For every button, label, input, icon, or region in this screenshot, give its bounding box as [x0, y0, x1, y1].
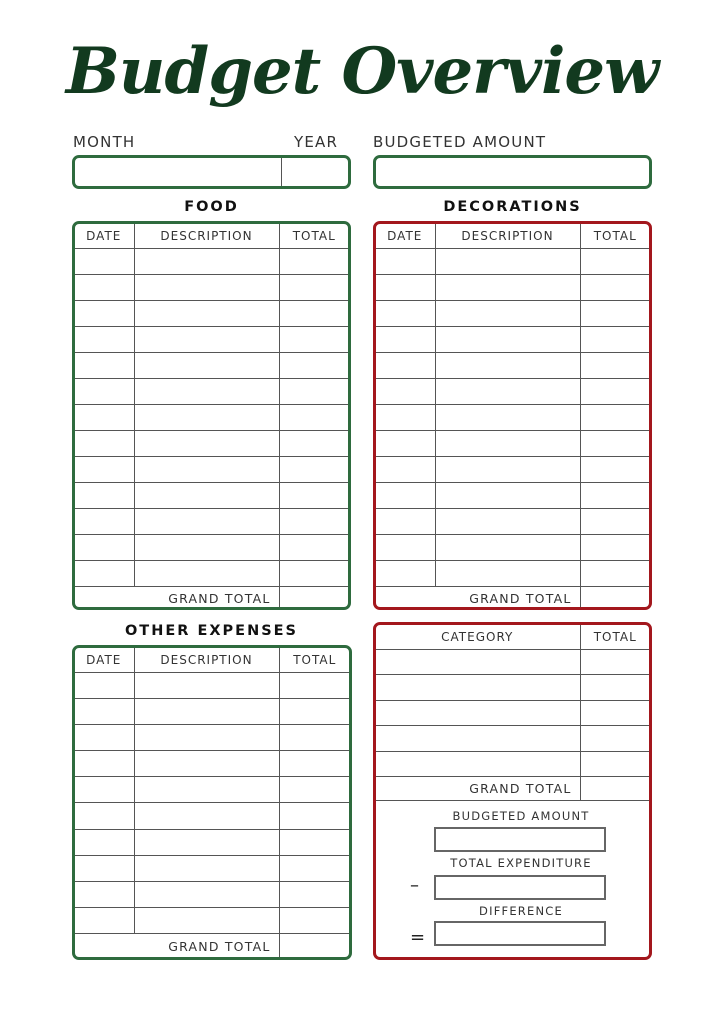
table-cell[interactable] — [134, 672, 279, 698]
summary-table — [375, 625, 650, 801]
table-cell[interactable] — [279, 404, 349, 430]
table-row — [74, 672, 350, 698]
table-row — [375, 404, 650, 430]
table-cell[interactable] — [375, 482, 435, 508]
table-cell[interactable] — [375, 274, 435, 300]
table-cell[interactable] — [435, 560, 580, 586]
table-cell[interactable] — [435, 456, 580, 482]
table-row — [74, 560, 349, 586]
table-row — [74, 508, 349, 534]
table-cell[interactable] — [435, 300, 580, 326]
table-cell[interactable] — [580, 482, 650, 508]
table-cell[interactable] — [279, 508, 349, 534]
table-cell[interactable] — [134, 560, 279, 586]
table-cell[interactable] — [375, 326, 435, 352]
table-cell[interactable] — [279, 724, 350, 750]
table-row — [375, 534, 650, 560]
table-cell[interactable] — [580, 274, 650, 300]
summary-grand-total-cell[interactable] — [580, 777, 650, 801]
table-row — [375, 726, 650, 752]
table-cell[interactable] — [435, 352, 580, 378]
table-row — [375, 326, 650, 352]
table-cell[interactable] — [134, 908, 279, 934]
other-grand-total-cell[interactable] — [279, 934, 350, 958]
table-cell[interactable] — [74, 672, 134, 698]
table-cell[interactable] — [134, 751, 279, 777]
table-cell[interactable] — [435, 404, 580, 430]
minus-sign: – — [410, 875, 419, 896]
table-cell[interactable] — [134, 855, 279, 881]
table-cell[interactable] — [74, 378, 134, 404]
table-cell[interactable] — [279, 456, 349, 482]
table-cell[interactable] — [74, 404, 134, 430]
table-cell[interactable] — [375, 248, 435, 274]
table-cell[interactable] — [435, 378, 580, 404]
table-cell[interactable] — [74, 777, 134, 803]
summary-difference-input[interactable] — [434, 921, 606, 946]
table-cell[interactable] — [279, 908, 350, 934]
table-cell[interactable] — [134, 430, 279, 456]
table-cell[interactable] — [134, 404, 279, 430]
table-cell[interactable] — [74, 560, 134, 586]
decorations-panel — [373, 221, 652, 610]
table-cell[interactable] — [279, 829, 350, 855]
table-cell[interactable] — [279, 855, 350, 881]
food-grand-total-cell[interactable] — [279, 586, 349, 610]
table-row — [74, 829, 350, 855]
summary-col-total: TOTAL — [580, 625, 650, 649]
table-row — [375, 274, 650, 300]
table-cell[interactable] — [279, 248, 349, 274]
year-input[interactable] — [282, 158, 348, 186]
table-cell[interactable] — [580, 751, 650, 777]
food-grand-total-label: GRAND TOTAL — [74, 586, 279, 610]
table-cell[interactable] — [580, 430, 650, 456]
table-cell[interactable] — [375, 675, 580, 701]
table-cell[interactable] — [375, 560, 435, 586]
table-cell[interactable] — [74, 508, 134, 534]
table-row — [375, 508, 650, 534]
table-row — [74, 777, 350, 803]
table-cell[interactable] — [375, 726, 580, 752]
table-cell[interactable] — [375, 430, 435, 456]
table-cell[interactable] — [279, 274, 349, 300]
table-cell[interactable] — [74, 855, 134, 881]
food-title: FOOD — [184, 199, 239, 215]
table-cell[interactable] — [580, 326, 650, 352]
table-cell[interactable] — [279, 326, 349, 352]
other-col-total: TOTAL — [279, 648, 350, 672]
table-cell[interactable] — [74, 698, 134, 724]
table-cell[interactable] — [134, 724, 279, 750]
table-cell[interactable] — [435, 326, 580, 352]
table-cell[interactable] — [279, 300, 349, 326]
table-cell[interactable] — [375, 404, 435, 430]
table-cell[interactable] — [279, 352, 349, 378]
summary-expenditure-label: TOTAL EXPENDITURE — [450, 856, 592, 870]
table-cell[interactable] — [74, 300, 134, 326]
table-cell[interactable] — [435, 534, 580, 560]
table-cell[interactable] — [74, 482, 134, 508]
table-cell[interactable] — [279, 751, 350, 777]
table-row — [74, 378, 349, 404]
food-col-date: DATE — [74, 224, 134, 248]
table-cell[interactable] — [134, 482, 279, 508]
decorations-col-total: TOTAL — [580, 224, 650, 248]
table-cell[interactable] — [134, 248, 279, 274]
table-row — [375, 430, 650, 456]
table-cell[interactable] — [134, 274, 279, 300]
table-cell[interactable] — [435, 274, 580, 300]
table-cell[interactable] — [134, 300, 279, 326]
table-row — [74, 326, 349, 352]
table-cell[interactable] — [435, 248, 580, 274]
decorations-table — [375, 224, 650, 610]
table-cell[interactable] — [134, 777, 279, 803]
table-cell[interactable] — [580, 675, 650, 701]
table-cell[interactable] — [580, 378, 650, 404]
table-cell[interactable] — [74, 803, 134, 829]
other-col-date: DATE — [74, 648, 134, 672]
table-cell[interactable] — [580, 456, 650, 482]
table-cell[interactable] — [134, 352, 279, 378]
table-cell[interactable] — [279, 534, 349, 560]
table-cell[interactable] — [279, 672, 350, 698]
table-cell[interactable] — [134, 829, 279, 855]
table-cell[interactable] — [435, 430, 580, 456]
decorations-col-date: DATE — [375, 224, 435, 248]
table-cell[interactable] — [134, 803, 279, 829]
table-cell[interactable] — [74, 352, 134, 378]
table-cell[interactable] — [74, 430, 134, 456]
table-cell[interactable] — [279, 882, 350, 908]
table-cell[interactable] — [134, 698, 279, 724]
table-row — [74, 482, 349, 508]
table-cell[interactable] — [580, 300, 650, 326]
summary-budgeted-input[interactable] — [434, 827, 606, 852]
table-cell[interactable] — [134, 508, 279, 534]
table-cell[interactable] — [74, 882, 134, 908]
table-cell[interactable] — [580, 560, 650, 586]
table-cell[interactable] — [435, 482, 580, 508]
table-cell[interactable] — [279, 378, 349, 404]
table-cell[interactable] — [74, 829, 134, 855]
table-cell[interactable] — [435, 508, 580, 534]
decorations-grand-total-cell[interactable] — [580, 586, 650, 610]
other-expenses-title: OTHER EXPENSES — [124, 623, 298, 639]
food-table — [74, 224, 349, 610]
decorations-title: DECORATIONS — [443, 199, 582, 215]
table-cell[interactable] — [134, 326, 279, 352]
table-cell[interactable] — [580, 726, 650, 752]
table-row — [375, 300, 650, 326]
year-label: YEAR — [294, 133, 339, 151]
table-cell[interactable] — [74, 274, 134, 300]
table-row — [74, 882, 350, 908]
table-row — [74, 724, 350, 750]
table-cell[interactable] — [74, 326, 134, 352]
month-input[interactable] — [75, 158, 281, 186]
other-expenses-table — [74, 648, 350, 958]
table-cell[interactable] — [375, 751, 580, 777]
other-expenses-panel — [72, 645, 352, 960]
summary-panel — [373, 622, 652, 960]
table-row — [74, 534, 349, 560]
table-cell[interactable] — [580, 649, 650, 675]
summary-budgeted-label: BUDGETED AMOUNT — [452, 809, 590, 823]
table-cell[interactable] — [134, 378, 279, 404]
budgeted-amount-label: BUDGETED AMOUNT — [373, 133, 547, 151]
month-year-field — [72, 155, 351, 189]
table-row — [375, 352, 650, 378]
table-cell[interactable] — [375, 378, 435, 404]
table-row — [74, 456, 349, 482]
table-row — [375, 248, 650, 274]
table-cell[interactable] — [375, 352, 435, 378]
page-title: Budget Overview — [65, 34, 659, 109]
table-cell[interactable] — [580, 404, 650, 430]
decorations-grand-total-label: GRAND TOTAL — [375, 586, 580, 610]
food-col-total: TOTAL — [279, 224, 349, 248]
table-row — [74, 248, 349, 274]
summary-col-category: CATEGORY — [375, 625, 580, 649]
table-cell[interactable] — [375, 508, 435, 534]
table-cell[interactable] — [279, 482, 349, 508]
table-row — [74, 430, 349, 456]
summary-difference-label: DIFFERENCE — [479, 904, 563, 918]
food-panel — [72, 221, 351, 610]
table-row — [74, 274, 349, 300]
table-cell[interactable] — [375, 456, 435, 482]
table-row — [375, 649, 650, 675]
table-cell[interactable] — [375, 300, 435, 326]
table-row — [74, 751, 350, 777]
table-cell[interactable] — [74, 534, 134, 560]
table-row — [375, 675, 650, 701]
table-cell[interactable] — [580, 248, 650, 274]
table-row — [375, 456, 650, 482]
summary-expenditure-input[interactable] — [434, 875, 606, 900]
table-cell[interactable] — [580, 508, 650, 534]
table-row — [375, 482, 650, 508]
table-cell[interactable] — [279, 560, 349, 586]
equals-sign: = — [410, 927, 426, 948]
table-cell[interactable] — [279, 803, 350, 829]
table-cell[interactable] — [74, 248, 134, 274]
table-cell[interactable] — [74, 908, 134, 934]
table-cell[interactable] — [375, 700, 580, 726]
table-cell[interactable] — [580, 352, 650, 378]
table-row — [74, 803, 350, 829]
table-cell[interactable] — [580, 534, 650, 560]
other-grand-total-label: GRAND TOTAL — [74, 934, 279, 958]
table-cell[interactable] — [74, 751, 134, 777]
table-cell[interactable] — [134, 534, 279, 560]
table-cell[interactable] — [375, 649, 580, 675]
table-row — [74, 698, 350, 724]
table-cell[interactable] — [279, 698, 350, 724]
table-row — [375, 378, 650, 404]
table-row — [74, 352, 349, 378]
table-row — [74, 404, 349, 430]
table-row — [375, 560, 650, 586]
summary-grand-total-label: GRAND TOTAL — [375, 777, 580, 801]
food-col-description: DESCRIPTION — [134, 224, 279, 248]
table-cell[interactable] — [74, 724, 134, 750]
other-col-description: DESCRIPTION — [134, 648, 279, 672]
table-cell[interactable] — [279, 430, 349, 456]
month-label: MONTH — [73, 133, 136, 151]
table-row — [74, 300, 349, 326]
table-row — [74, 908, 350, 934]
table-cell[interactable] — [279, 777, 350, 803]
table-cell[interactable] — [134, 456, 279, 482]
budgeted-amount-input[interactable] — [373, 155, 652, 189]
table-cell[interactable] — [74, 456, 134, 482]
table-row — [74, 855, 350, 881]
table-cell[interactable] — [375, 534, 435, 560]
decorations-col-description: DESCRIPTION — [435, 224, 580, 248]
table-cell[interactable] — [580, 700, 650, 726]
table-row — [375, 751, 650, 777]
table-row — [375, 700, 650, 726]
table-cell[interactable] — [134, 882, 279, 908]
